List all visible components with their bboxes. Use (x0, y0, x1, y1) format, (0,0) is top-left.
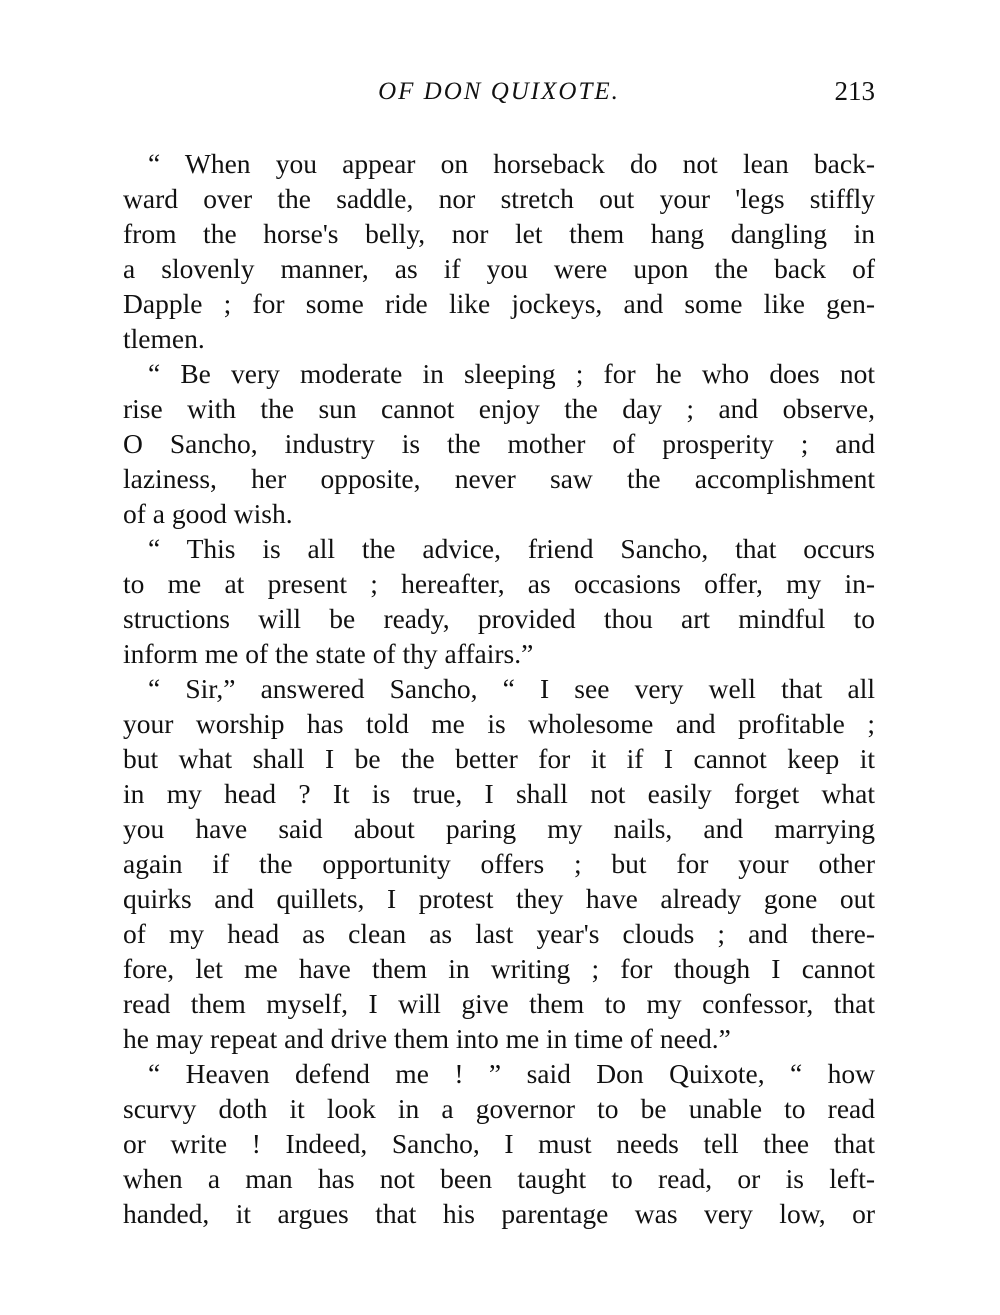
text-line: in my head ? It is true, I shall not easily forget what (123, 778, 875, 809)
text-line: Dapple ; for some ride like jockeys, and some like gen- (123, 288, 875, 319)
page-number: 213 (834, 76, 875, 106)
text-line: “ When you appear on horseback do not lean back- (148, 148, 875, 179)
text-line: when a man has not been taught to read, or is left- (123, 1163, 875, 1194)
text-line: structions will be ready, provided thou art mindful to (123, 603, 875, 634)
text-line: ward over the saddle, nor stretch out your 'legs stiffly (123, 183, 875, 214)
text-line: scurvy doth it look in a governor to be unable to read (123, 1093, 875, 1124)
text-line: he may repeat and drive them into me in time of need.” (123, 1023, 731, 1054)
running-head-title: OF DON QUIXOTE. (378, 78, 620, 105)
text-line: “ This is all the advice, friend Sancho, that occurs (148, 533, 875, 564)
text-line: laziness, her opposite, never saw the accomplishment (123, 463, 875, 494)
body-text (123, 146, 875, 1231)
text-line: handed, it argues that his parentage was very low, or (123, 1198, 875, 1229)
text-line: of a good wish. (123, 498, 293, 529)
text-line: your worship has told me is wholesome and profitable ; (123, 708, 875, 739)
text-line: or write ! Indeed, Sancho, I must needs tell thee that (123, 1128, 875, 1159)
text-line: “ Sir,” answered Sancho, “ I see very well that all (148, 673, 875, 704)
text-line: O Sancho, industry is the mother of prosperity ; and (123, 428, 875, 459)
text-line: you have said about paring my nails, and marrying (123, 813, 875, 844)
text-line: read them myself, I will give them to my confessor, that (123, 988, 875, 1019)
text-line: of my head as clean as last year's clouds ; and there- (123, 918, 875, 949)
text-line: quirks and quillets, I protest they have already gone out (123, 883, 875, 914)
text-line: rise with the sun cannot enjoy the day ; and observe, (123, 393, 875, 424)
text-line: tlemen. (123, 323, 205, 354)
text-line: fore, let me have them in writing ; for though I cannot (123, 953, 875, 984)
text-line: again if the opportunity offers ; but for your other (123, 848, 875, 879)
text-line: “ Be very moderate in sleeping ; for he who does not (148, 358, 875, 389)
text-line: a slovenly manner, as if you were upon the back of (123, 253, 875, 284)
text-line: “ Heaven defend me ! ” said Don Quixote, “ how (148, 1058, 875, 1089)
text-line: to me at present ; hereafter, as occasions offer, my in- (123, 568, 875, 599)
text-line: but what shall I be the better for it if I cannot keep it (123, 743, 875, 774)
text-line: inform me of the state of thy affairs.” (123, 638, 534, 669)
text-line: from the horse's belly, nor let them hang dangling in (123, 218, 875, 249)
running-head (123, 76, 875, 112)
